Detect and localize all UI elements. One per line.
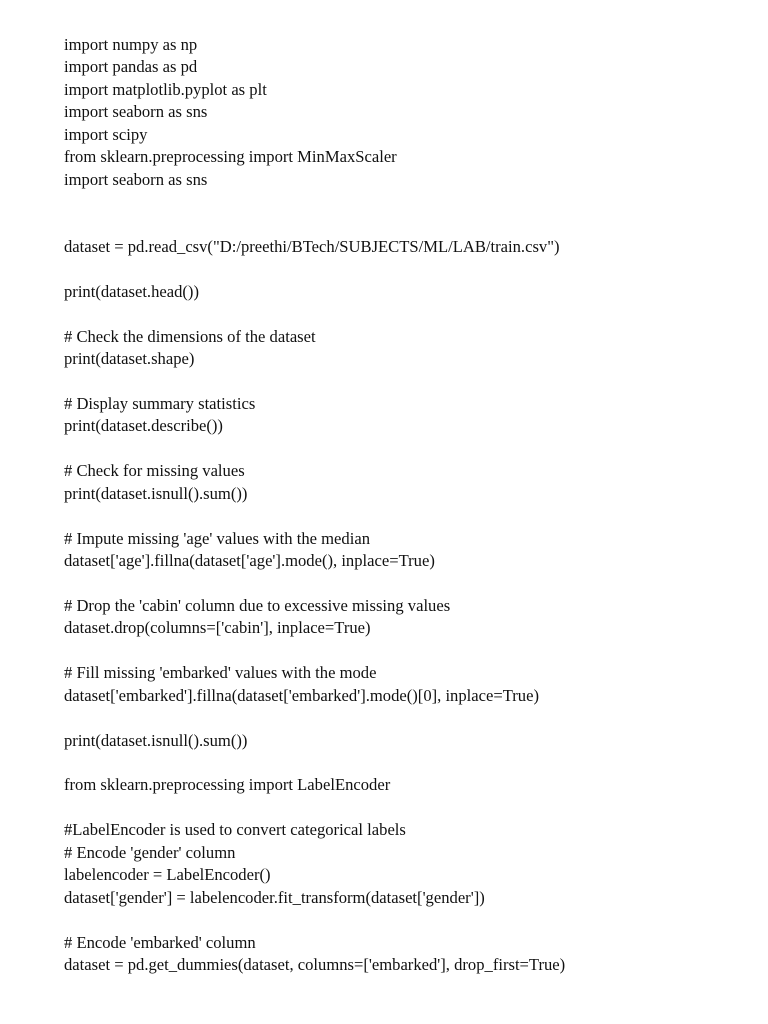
blank-line — [64, 214, 744, 236]
blank-line — [64, 707, 744, 729]
code-line-print-head: print(dataset.head()) — [64, 281, 199, 301]
blank-line — [64, 752, 744, 774]
blank-line — [64, 438, 744, 460]
blank-line — [64, 797, 744, 819]
code-line-import-minmaxscaler: from sklearn.preprocessing import MinMaxScaler — [64, 147, 397, 167]
code-line-print-isnull-sum-again: print(dataset.isnull().sum()) — [64, 730, 248, 750]
code-line-drop-cabin: dataset.drop(columns=['cabin'], inplace=True) — [64, 618, 371, 638]
code-line-import-scipy: import scipy — [64, 124, 148, 144]
code-line-import-seaborn: import seaborn as sns — [64, 102, 208, 122]
blank-line — [64, 909, 744, 931]
blank-line — [64, 505, 744, 527]
comment-line-summary-statistics: # Display summary statistics — [64, 394, 256, 413]
code-text-block — [64, 34, 744, 976]
code-line-import-numpy: import numpy as np — [64, 35, 198, 54]
comment-line-check-dimensions: # Check the dimensions of the dataset — [64, 326, 316, 346]
blank-line — [64, 303, 744, 325]
blank-line — [64, 258, 744, 280]
code-line-import-labelencoder: from sklearn.preprocessing import LabelEncoder — [64, 775, 391, 795]
code-line-import-matplotlib: import matplotlib.pyplot as plt — [64, 79, 267, 99]
blank-line — [64, 371, 744, 393]
blank-line — [64, 640, 744, 662]
blank-line — [64, 573, 744, 595]
code-line-create-labelencoder: labelencoder = LabelEncoder() — [64, 865, 271, 885]
code-line-get-dummies: dataset = pd.get_dummies(dataset, columns=['embarked'], drop_first=True) — [64, 954, 566, 974]
comment-line-missing-values: # Check for missing values — [64, 461, 245, 481]
code-line-fillna-age: dataset['age'].fillna(dataset['age'].mode(), inplace=True) — [64, 551, 435, 571]
code-line-import-pandas: import pandas as pd — [64, 57, 198, 77]
comment-line-encode-embarked: # Encode 'embarked' column — [64, 932, 256, 952]
comment-line-encode-gender: # Encode 'gender' column — [64, 842, 236, 862]
code-line-transform-gender: dataset['gender'] = labelencoder.fit_transform(dataset['gender']) — [64, 887, 485, 907]
code-line-print-describe: print(dataset.describe()) — [64, 416, 223, 436]
comment-line-fill-embarked: # Fill missing 'embarked' values with the mode — [64, 663, 377, 683]
blank-line — [64, 191, 744, 213]
comment-line-drop-cabin: # Drop the 'cabin' column due to excessive missing values — [64, 595, 451, 615]
code-line-fillna-embarked: dataset['embarked'].fillna(dataset['embarked'].mode()[0], inplace=True) — [64, 685, 539, 705]
code-line-print-isnull-sum: print(dataset.isnull().sum()) — [64, 483, 248, 503]
code-line-print-shape: print(dataset.shape) — [64, 349, 195, 369]
comment-line-impute-age: # Impute missing 'age' values with the median — [64, 528, 370, 548]
code-line-read-csv: dataset = pd.read_csv("D:/preethi/BTech/SUBJECTS/ML/LAB/train.csv") — [64, 236, 560, 256]
comment-line-labelencoder-purpose: #LabelEncoder is used to convert categorical labels — [64, 820, 406, 840]
code-line-import-seaborn-repeat: import seaborn as sns — [64, 169, 208, 189]
